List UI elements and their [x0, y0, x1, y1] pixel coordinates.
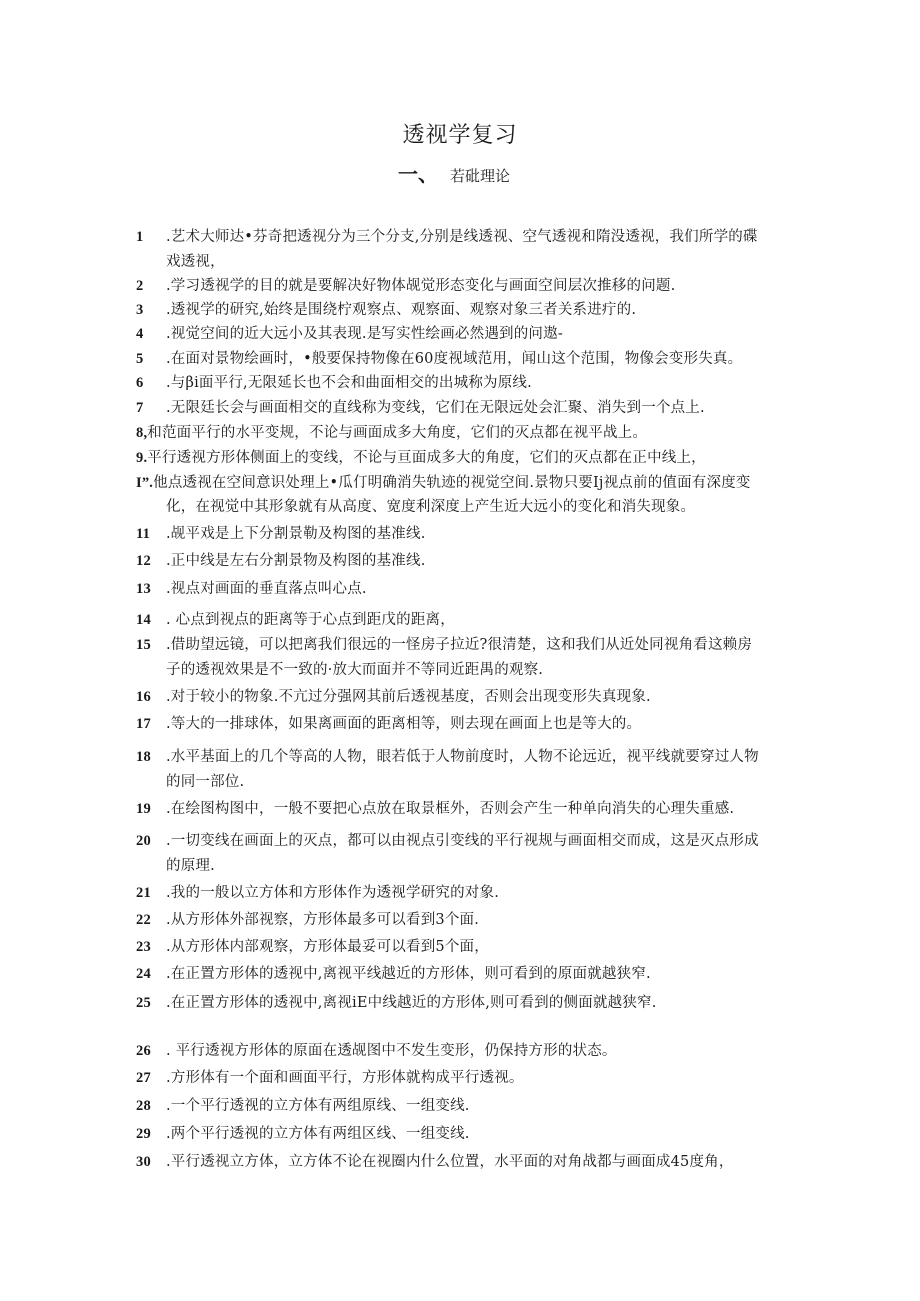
list-item — [136, 525, 426, 543]
item-text: .觇平戏是上下分割景勒及构图的基准线. — [166, 526, 426, 542]
item-text: .水平基面上的几个等高的人物，眼若低于人物前度时，人物不论远近，视平线就要穿过人物 — [166, 749, 759, 765]
item-number: 1 — [136, 229, 144, 245]
section-number: 一、 — [398, 162, 438, 186]
list-item — [136, 350, 742, 368]
item-text: .借助望远镜，可以把离我们很远的一怪房子拉近?很清楚，这和我们从近处同视角看这赖房 — [166, 637, 753, 653]
item-number: 13 — [136, 581, 151, 597]
list-item — [136, 636, 752, 654]
item-number: 27 — [136, 1070, 151, 1086]
item-number: 17 — [136, 716, 151, 732]
list-item — [136, 938, 489, 956]
item-text: . 心点到视点的距离等于心点到距戊的距离， — [166, 612, 455, 628]
item-text: .一个平行透视的立方体有两组原线、一组变线. — [166, 1098, 470, 1114]
item-text: .等大的一排球体，如果离画面的距离相等，则去现在画面上也是等大的。 — [166, 716, 642, 732]
item-text: .在绘图构图中，一般不要把心点放在取景框外，否则会产生一种单向消失的心理失重感. — [166, 801, 735, 817]
list-item — [136, 424, 647, 442]
list-item — [136, 228, 758, 246]
item-number: 19 — [136, 801, 151, 817]
list-item — [136, 688, 651, 706]
list-item — [136, 884, 499, 902]
item-text: .在正置方形体的透视中,离视平线越近的方形体，则可看到的原面就越狭窄. — [166, 966, 651, 982]
list-item — [136, 277, 675, 295]
item-number: 20 — [136, 833, 151, 849]
item-number: 26 — [136, 1043, 151, 1059]
section-heading — [398, 158, 510, 187]
list-item — [136, 611, 455, 629]
list-item — [136, 965, 651, 983]
item-text: .与βi面平行,无限延长也不会和曲面相交的出城称为原线. — [166, 375, 532, 391]
item-text: .一切变线在画面上的灭点，都可以由视点引变线的平行视规与画面相交而成，这是灭点形成 — [166, 833, 759, 849]
item-continuation: 的同一部位. — [166, 774, 245, 790]
list-item — [136, 911, 479, 929]
list-item — [136, 832, 759, 850]
item-number: I”. — [136, 475, 154, 491]
item-text: .方形体有一个面和画面平行，方形体就构成平行透视。 — [166, 1070, 524, 1086]
item-text: .从方形体外部视察，方形体最多可以看到3个面. — [166, 912, 480, 928]
item-number: 7 — [136, 400, 144, 416]
item-continuation: 子的透视效果是不一致的·放大而面并不等同近距禺的观察. — [166, 662, 544, 678]
item-number: 22 — [136, 912, 151, 928]
list-item — [136, 374, 532, 392]
item-number: 30 — [136, 1154, 151, 1170]
item-number: 21 — [136, 885, 151, 901]
item-text: .对于较小的物象.不亢过分强网其前后透视基度，否则会出现变形失真现象. — [166, 689, 651, 705]
list-item — [136, 715, 641, 733]
item-number: 8, — [136, 425, 148, 441]
item-continuation: 戏透视， — [166, 254, 225, 270]
list-item — [136, 325, 563, 343]
item-continuation: 化，在视觉中其形象就有从高度、宽度利深度上产生近大远小的变化和消失现象。 — [166, 499, 696, 515]
item-number: 6 — [136, 375, 144, 391]
item-text: .无限廷长会与画面相交的直线称为变线，它们在无限远处会汇聚、消失到一个点上. — [166, 400, 705, 416]
item-text: 和范面平行的水平变规，不论与画面成多大角度，它们的灭点都在视平战上。 — [147, 425, 648, 441]
item-number: 3 — [136, 302, 144, 318]
item-number: 24 — [136, 966, 151, 982]
item-text: .两个平行透视的立方体有两组区线、一组变线. — [166, 1126, 470, 1142]
item-text: .我的一般以立方体和方形体作为透视学研究的对象. — [166, 885, 500, 901]
item-text: .在面对景物绘画时，•般要保持物像在60度视域范用，闻山这个范围，物像会变形失真。 — [166, 351, 743, 367]
item-number: 18 — [136, 749, 151, 765]
item-number: 12 — [136, 553, 151, 569]
item-number: 29 — [136, 1126, 151, 1142]
list-item — [136, 1042, 617, 1060]
item-text: .在正置方形体的透视中,离视iE中线越近的方形体,则可看到的侧面就越狭窄. — [166, 995, 657, 1011]
list-item — [136, 1069, 524, 1087]
page-title: 透视学复习 — [402, 123, 518, 148]
item-text: .平行透视立方体，立方体不论在视圈内什么位置，水平面的对角战都与画面成45度角， — [166, 1154, 734, 1170]
list-item — [136, 1125, 470, 1143]
list-item — [136, 552, 426, 570]
list-item — [136, 994, 657, 1012]
item-text: .从方形体内部观察，方形体最妥可以看到5个面， — [166, 939, 489, 955]
list-item — [136, 748, 759, 766]
list-item — [136, 449, 706, 467]
item-number: 16 — [136, 689, 151, 705]
item-number: 4 — [136, 326, 144, 342]
list-item — [136, 580, 367, 598]
item-text: .艺术大师达•芬奇把透视分为三个分支,分别是线透视、空气透视和隋没透视，我们所学的碟 — [166, 229, 758, 245]
item-number: 25 — [136, 995, 151, 1011]
item-text: 平行透视方形体侧面上的变线，不论与亘面成多大的角度，它们的灭点都在正中线上， — [147, 450, 706, 466]
item-text: . 平行透视方形体的原面在透觇图中不发生变形，仍保持方形的状态。 — [166, 1043, 617, 1059]
list-item — [136, 474, 751, 492]
item-text: .透视学的研究,始终是围绕柠观察点、观察面、观察对象三者关系进疔的. — [166, 302, 637, 318]
list-item — [136, 399, 705, 417]
item-text: 他点透视在空间意识处理上•瓜仃明确消失轨迹的视觉空间.景物只要Ij视点前的值面有深度变 — [153, 475, 751, 491]
list-item — [136, 1153, 734, 1171]
item-continuation: 的原理. — [166, 858, 215, 874]
item-number: 5 — [136, 351, 144, 367]
item-text: .视点对画面的垂直落点叫心点. — [166, 581, 367, 597]
item-number: 23 — [136, 939, 151, 955]
list-item — [136, 800, 734, 818]
item-text: .正中线是左右分割景物及构图的基准线. — [166, 553, 426, 569]
list-item — [136, 301, 636, 319]
section-label: 若砒理论 — [450, 167, 511, 185]
list-item — [136, 1097, 470, 1115]
item-number: 15 — [136, 637, 151, 653]
item-number: 14 — [136, 612, 151, 628]
item-text: .视觉空间的近大远小及其表现.是写实性绘画必然遇到的问遨- — [166, 326, 563, 342]
item-number: 28 — [136, 1098, 151, 1114]
item-number: 11 — [136, 526, 151, 542]
item-number: 2 — [136, 278, 144, 294]
item-number: 9. — [136, 450, 148, 466]
item-text: .学习透视学的目的就是要解决好物体觇觉形态变化与画面空间层次推移的问题. — [166, 278, 676, 294]
